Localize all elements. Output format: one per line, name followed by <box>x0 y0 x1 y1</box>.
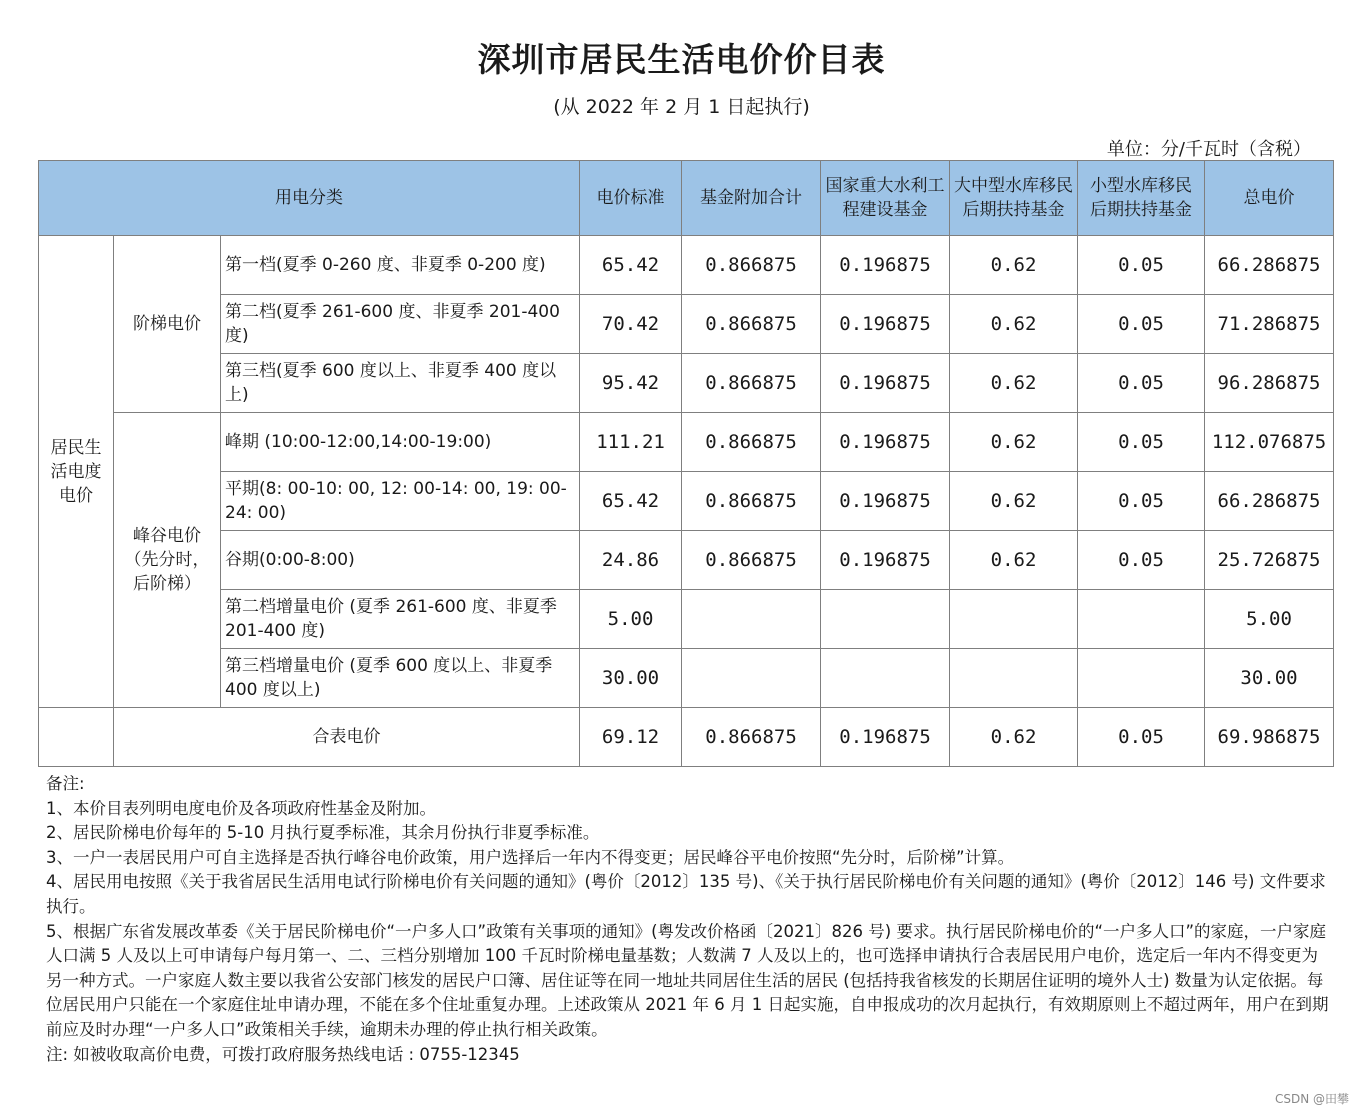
cell-large: 0.62 <box>950 472 1078 531</box>
cell-large <box>950 649 1078 708</box>
page-subtitle: (从 2022 年 2 月 1 日起执行) <box>553 96 810 118</box>
cell-water: 0.196875 <box>821 531 950 590</box>
cell-standard: 69.12 <box>580 708 682 767</box>
cell-small: 0.05 <box>1078 354 1205 413</box>
cell-standard: 70.42 <box>580 295 682 354</box>
cell-fund: 0.866875 <box>682 236 821 295</box>
cell-small: 0.05 <box>1078 472 1205 531</box>
cell-large: 0.62 <box>950 236 1078 295</box>
cell-small: 0.05 <box>1078 236 1205 295</box>
cell-fund <box>682 649 821 708</box>
page-title: 深圳市居民生活电价价目表 <box>477 40 886 79</box>
cell-fund: 0.866875 <box>682 531 821 590</box>
cell-total: 30.00 <box>1205 649 1334 708</box>
cell-total: 96.286875 <box>1205 354 1334 413</box>
cell-water <box>821 590 950 649</box>
price-table <box>38 160 1334 767</box>
cell-small: 0.05 <box>1078 413 1205 472</box>
unit-label: 单位：分/千瓦时（含税） <box>1106 139 1311 160</box>
row-desc: 平期(8: 00-10: 00, 12: 00-14: 00, 19: 00-24: 00) <box>221 472 580 531</box>
table-row <box>39 295 1334 354</box>
notes-footer: 注: 如被收取高价电费，可拨打政府服务热线电话 : 0755-12345 <box>46 1044 520 1064</box>
table-row <box>39 531 1334 590</box>
cell-standard: 65.42 <box>580 236 682 295</box>
note-item: 4、居民用电按照《关于我省居民生活用电试行阶梯电价有关问题的通知》(粤价〔2012〕135 号)、《关于执行居民阶梯电价有关问题的通知》(粤价〔2012〕146 号) 文件要求执行。 <box>46 872 1326 916</box>
cell-fund: 0.866875 <box>682 295 821 354</box>
cell-small: 0.05 <box>1078 531 1205 590</box>
row-desc: 第二档增量电价 (夏季 261-600 度、非夏季 201-400 度) <box>221 590 580 649</box>
note-item: 5、根据广东省发展改革委《关于居民阶梯电价“一户多人口”政策有关事项的通知》(粤发改价格函〔2021〕826 号) 要求。执行居民阶梯电价的“一户多人口”的家庭，一户家庭人口满 5 人及以上可申请每户每月第一、二、三档分别增加 100 千瓦时阶梯电量基数；人数满 7 人及以上的，也可选择申请执行合表居民用户电价，选定后一年内不得变更为另一种方式。一户家庭人数主要以我省公安部门核发的居民户口簿、居住证等在同一地址共同居住生活的居民 (包括持我省核发的长期居住证明的境外人士) 数量为认定依据。每位居民用户只能在一个家庭住址申请办理，不能在多个住址重复办理。上述政策从 2021 年 6 月 1 日起实施，自申报成功的次月起执行，有效期原则上不超过两年，用户在到期前应及时办理“一户多人口”政策相关手续，逾期未办理的停止执行相关政策。 <box>46 921 1329 1039</box>
cell-standard: 30.00 <box>580 649 682 708</box>
cell-large: 0.62 <box>950 708 1078 767</box>
cell-small: 0.05 <box>1078 708 1205 767</box>
cell-total: 5.00 <box>1205 590 1334 649</box>
cell-fund: 0.866875 <box>682 354 821 413</box>
notes-section <box>46 772 1331 1067</box>
category-residential: 居民生活电度电价 <box>39 236 114 708</box>
note-item: 3、一户一表居民用户可自主选择是否执行峰谷电价政策，用户选择后一年内不得变更；居民峰谷平电价按照“先分时，后阶梯”计算。 <box>46 847 1015 867</box>
header-water-fund: 国家重大水利工程建设基金 <box>821 161 950 236</box>
cell-water: 0.196875 <box>821 295 950 354</box>
table-row <box>39 590 1334 649</box>
cell-water: 0.196875 <box>821 236 950 295</box>
table-row <box>39 236 1334 295</box>
cell-fund: 0.866875 <box>682 472 821 531</box>
cell-fund: 0.866875 <box>682 413 821 472</box>
table-header-row <box>39 161 1334 236</box>
cell-water: 0.196875 <box>821 413 950 472</box>
row-desc: 第二档(夏季 261-600 度、非夏季 201-400 度) <box>221 295 580 354</box>
cell-small <box>1078 590 1205 649</box>
cell-total: 69.986875 <box>1205 708 1334 767</box>
cell-water <box>821 649 950 708</box>
cell-water: 0.196875 <box>821 354 950 413</box>
category-peak-valley: 峰谷电价（先分时，后阶梯） <box>114 413 221 708</box>
cell-standard: 111.21 <box>580 413 682 472</box>
table-row <box>39 413 1334 472</box>
notes-heading: 备注: <box>46 774 85 793</box>
cell-large <box>950 590 1078 649</box>
cell-small: 0.05 <box>1078 295 1205 354</box>
cell-water: 0.196875 <box>821 708 950 767</box>
table-row <box>39 649 1334 708</box>
note-item: 1、本价目表列明电度电价及各项政府性基金及附加。 <box>46 798 436 818</box>
cell-large: 0.62 <box>950 295 1078 354</box>
cell-water: 0.196875 <box>821 472 950 531</box>
watermark: CSDN @田攀 <box>1274 1092 1349 1106</box>
category-tiered: 阶梯电价 <box>114 236 221 413</box>
cell-standard: 24.86 <box>580 531 682 590</box>
row-desc: 第一档(夏季 0-260 度、非夏季 0-200 度) <box>221 236 580 295</box>
cell-total: 25.726875 <box>1205 531 1334 590</box>
cell-large: 0.62 <box>950 354 1078 413</box>
combined-label: 合表电价 <box>114 708 580 767</box>
table-row <box>39 354 1334 413</box>
header-fund-total: 基金附加合计 <box>682 161 821 236</box>
table-row <box>39 472 1334 531</box>
row-desc: 谷期(0:00-8:00) <box>221 531 580 590</box>
cell-standard: 65.42 <box>580 472 682 531</box>
table-row-combined <box>39 708 1334 767</box>
cell-large: 0.62 <box>950 413 1078 472</box>
cell-large: 0.62 <box>950 531 1078 590</box>
empty-cell <box>39 708 114 767</box>
header-large-reservoir-fund: 大中型水库移民后期扶持基金 <box>950 161 1078 236</box>
note-item: 2、居民阶梯电价每年的 5-10 月执行夏季标准，其余月份执行非夏季标准。 <box>46 823 600 843</box>
header-standard: 电价标准 <box>580 161 682 236</box>
cell-total: 66.286875 <box>1205 236 1334 295</box>
cell-standard: 95.42 <box>580 354 682 413</box>
row-desc: 峰期 (10:00-12:00,14:00-19:00) <box>221 413 580 472</box>
row-desc: 第三档增量电价 (夏季 600 度以上、非夏季 400 度以上) <box>221 649 580 708</box>
header-total: 总电价 <box>1205 161 1334 236</box>
cell-standard: 5.00 <box>580 590 682 649</box>
cell-small <box>1078 649 1205 708</box>
cell-total: 66.286875 <box>1205 472 1334 531</box>
header-small-reservoir-fund: 小型水库移民后期扶持基金 <box>1078 161 1205 236</box>
row-desc: 第三档(夏季 600 度以上、非夏季 400 度以上) <box>221 354 580 413</box>
cell-fund: 0.866875 <box>682 708 821 767</box>
header-category: 用电分类 <box>39 161 580 236</box>
cell-fund <box>682 590 821 649</box>
cell-total: 71.286875 <box>1205 295 1334 354</box>
cell-total: 112.076875 <box>1205 413 1334 472</box>
